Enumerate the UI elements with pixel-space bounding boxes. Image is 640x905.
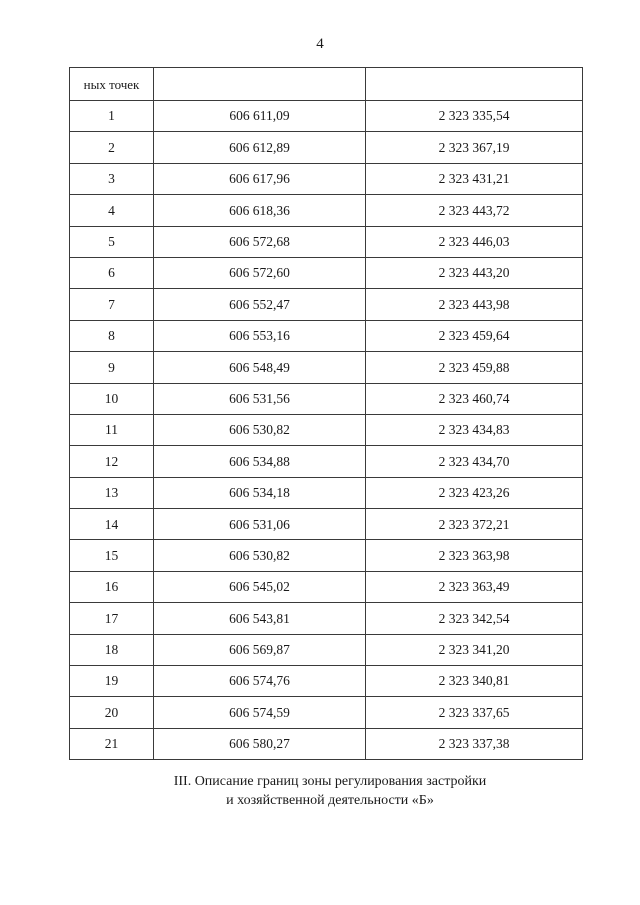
header-cell-y [366,68,583,101]
x-coordinate-cell: 606 574,76 [154,666,366,697]
header-cell-point: ных точек [70,68,154,101]
table-row [70,132,583,163]
table-row [70,226,583,257]
table-row [70,257,583,288]
point-number-cell: 19 [70,666,154,697]
y-coordinate-cell: 2 323 423,26 [366,477,583,508]
point-number-cell: 17 [70,603,154,634]
point-number-cell: 20 [70,697,154,728]
x-coordinate-cell: 606 572,60 [154,257,366,288]
point-number-cell: 7 [70,289,154,320]
x-coordinate-cell: 606 534,18 [154,477,366,508]
table-row [70,289,583,320]
table-row [70,195,583,226]
x-coordinate-cell: 606 531,56 [154,383,366,414]
point-number-cell: 2 [70,132,154,163]
point-number-cell: 1 [70,101,154,132]
x-coordinate-cell: 606 530,82 [154,540,366,571]
x-coordinate-cell: 606 618,36 [154,195,366,226]
y-coordinate-cell: 2 323 434,83 [366,414,583,445]
x-coordinate-cell: 606 553,16 [154,320,366,351]
point-number-cell: 14 [70,509,154,540]
point-number-cell: 9 [70,352,154,383]
y-coordinate-cell: 2 323 459,88 [366,352,583,383]
point-number-cell: 3 [70,163,154,194]
y-coordinate-cell: 2 323 446,03 [366,226,583,257]
y-coordinate-cell: 2 323 431,21 [366,163,583,194]
x-coordinate-cell: 606 612,89 [154,132,366,163]
y-coordinate-cell: 2 323 460,74 [366,383,583,414]
y-coordinate-cell: 2 323 337,38 [366,728,583,759]
table-row [70,446,583,477]
table-row [70,697,583,728]
x-coordinate-cell: 606 574,59 [154,697,366,728]
x-coordinate-cell: 606 534,88 [154,446,366,477]
point-number-cell: 16 [70,571,154,602]
x-coordinate-cell: 606 545,02 [154,571,366,602]
y-coordinate-cell: 2 323 434,70 [366,446,583,477]
y-coordinate-cell: 2 323 367,19 [366,132,583,163]
x-coordinate-cell: 606 548,49 [154,352,366,383]
header-cell-x [154,68,366,101]
point-number-cell: 12 [70,446,154,477]
point-number-cell: 10 [70,383,154,414]
section-heading-line-1: III. Описание границ зоны регулирования застройки [173,774,487,789]
y-coordinate-cell: 2 323 342,54 [366,603,583,634]
table-row [70,509,583,540]
x-coordinate-cell: 606 572,68 [154,226,366,257]
section-heading [0,772,640,810]
point-number-cell: 18 [70,634,154,665]
coordinates-table [69,67,583,760]
y-coordinate-cell: 2 323 363,49 [366,571,583,602]
y-coordinate-cell: 2 323 335,54 [366,101,583,132]
table-row [70,163,583,194]
y-coordinate-cell: 2 323 372,21 [366,509,583,540]
x-coordinate-cell: 606 552,47 [154,289,366,320]
point-number-cell: 13 [70,477,154,508]
table-row [70,540,583,571]
point-number-cell: 6 [70,257,154,288]
point-number-cell: 4 [70,195,154,226]
x-coordinate-cell: 606 611,09 [154,101,366,132]
y-coordinate-cell: 2 323 341,20 [366,634,583,665]
point-number-cell: 15 [70,540,154,571]
section-heading-line-2: и хозяйственной деятельности «Б» [226,793,434,808]
table-row [70,728,583,759]
x-coordinate-cell: 606 617,96 [154,163,366,194]
table-row [70,320,583,351]
table-row [70,383,583,414]
x-coordinate-cell: 606 530,82 [154,414,366,445]
y-coordinate-cell: 2 323 363,98 [366,540,583,571]
point-number-cell: 8 [70,320,154,351]
point-number-cell: 21 [70,728,154,759]
table-row [70,666,583,697]
point-number-cell: 11 [70,414,154,445]
point-number-cell: 5 [70,226,154,257]
page-number: 4 [316,36,324,52]
table-row [70,352,583,383]
table-row [70,477,583,508]
table-row [70,414,583,445]
y-coordinate-cell: 2 323 337,65 [366,697,583,728]
table-row [70,603,583,634]
table-header-row [70,68,583,101]
table-row [70,634,583,665]
y-coordinate-cell: 2 323 340,81 [366,666,583,697]
x-coordinate-cell: 606 580,27 [154,728,366,759]
x-coordinate-cell: 606 569,87 [154,634,366,665]
table-row [70,571,583,602]
y-coordinate-cell: 2 323 459,64 [366,320,583,351]
y-coordinate-cell: 2 323 443,98 [366,289,583,320]
y-coordinate-cell: 2 323 443,20 [366,257,583,288]
table-row [70,101,583,132]
x-coordinate-cell: 606 531,06 [154,509,366,540]
y-coordinate-cell: 2 323 443,72 [366,195,583,226]
x-coordinate-cell: 606 543,81 [154,603,366,634]
